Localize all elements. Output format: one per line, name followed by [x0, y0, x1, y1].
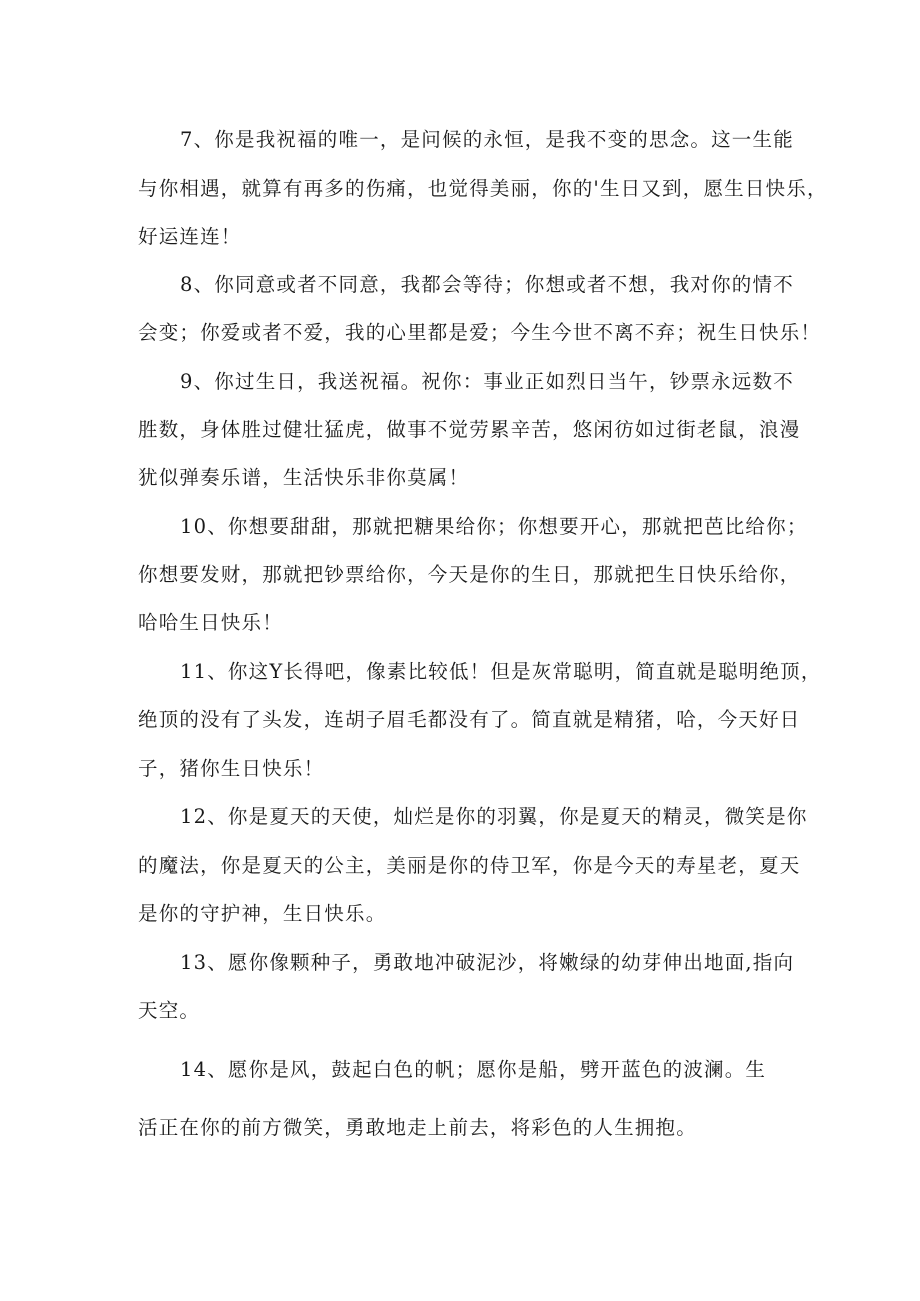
paragraph-10-line-2: 你想要发财，那就把钞票给你，今天是你的生日，那就把生日快乐给你， — [138, 563, 801, 586]
paragraph-10-line-1: 10、你想要甜甜，那就把糖果给你；你想要开心，那就把芭比给你； — [180, 515, 808, 538]
paragraph-7-line-2: 与你相遇，就算有再多的伤痛，也觉得美丽，你的'生日又到，愿生日快乐， — [138, 177, 828, 200]
paragraph-9-line-1: 9、你过生日，我送祝福。祝你：事业正如烈日当午，钞票永远数不 — [180, 370, 794, 393]
paragraph-11-line-1: 11、你这Y长得吧，像素比较低！但是灰常聪明，简直就是聪明绝顶， — [180, 660, 822, 683]
paragraph-9-line-3: 犹似弹奏乐谱，生活快乐非你莫属！ — [138, 466, 470, 489]
paragraph-8-line-2: 会变；你爱或者不爱，我的心里都是爱；今生今世不离不弃；祝生日快乐！ — [138, 321, 822, 344]
paragraph-7-line-3: 好运连连！ — [138, 225, 242, 248]
paragraph-14-line-2: 活正在你的前方微笑，勇敢地走上前去，将彩色的人生拥抱。 — [138, 1116, 697, 1139]
paragraph-13-line-1: 13、愿你像颗种子，勇敢地冲破泥沙，将嫩绿的幼芽伸出地面,指向 — [180, 951, 795, 974]
paragraph-12-line-1: 12、你是夏天的天使，灿烂是你的羽翼，你是夏天的精灵，微笑是你 — [180, 805, 808, 828]
paragraph-9-line-2: 胜数，身体胜过健壮猛虎，做事不觉劳累辛苦，悠闲彷如过街老鼠，浪漫 — [138, 418, 801, 441]
paragraph-8-line-1: 8、你同意或者不同意，我都会等待；你想或者不想，我对你的情不 — [180, 273, 794, 296]
paragraph-14-line-1: 14、愿你是风，鼓起白色的帆；愿你是船，劈开蓝色的波澜。生 — [180, 1058, 767, 1081]
paragraph-11-line-3: 子，猪你生日快乐！ — [138, 757, 325, 780]
paragraph-12-line-2: 的魔法，你是夏天的公主，美丽是你的侍卫军，你是今天的寿星老，夏天 — [138, 854, 801, 877]
paragraph-7-line-1: 7、你是我祝福的唯一，是问候的永恒，是我不变的思念。这一生能 — [180, 128, 794, 151]
paragraph-11-line-2: 绝顶的没有了头发，连胡子眉毛都没有了。简直就是精猪，哈，今天好日 — [138, 708, 801, 731]
paragraph-12-line-3: 是你的守护神，生日快乐。 — [138, 902, 387, 925]
paragraph-10-line-3: 哈哈生日快乐！ — [138, 611, 283, 634]
paragraph-13-line-2: 天空。 — [138, 999, 201, 1022]
